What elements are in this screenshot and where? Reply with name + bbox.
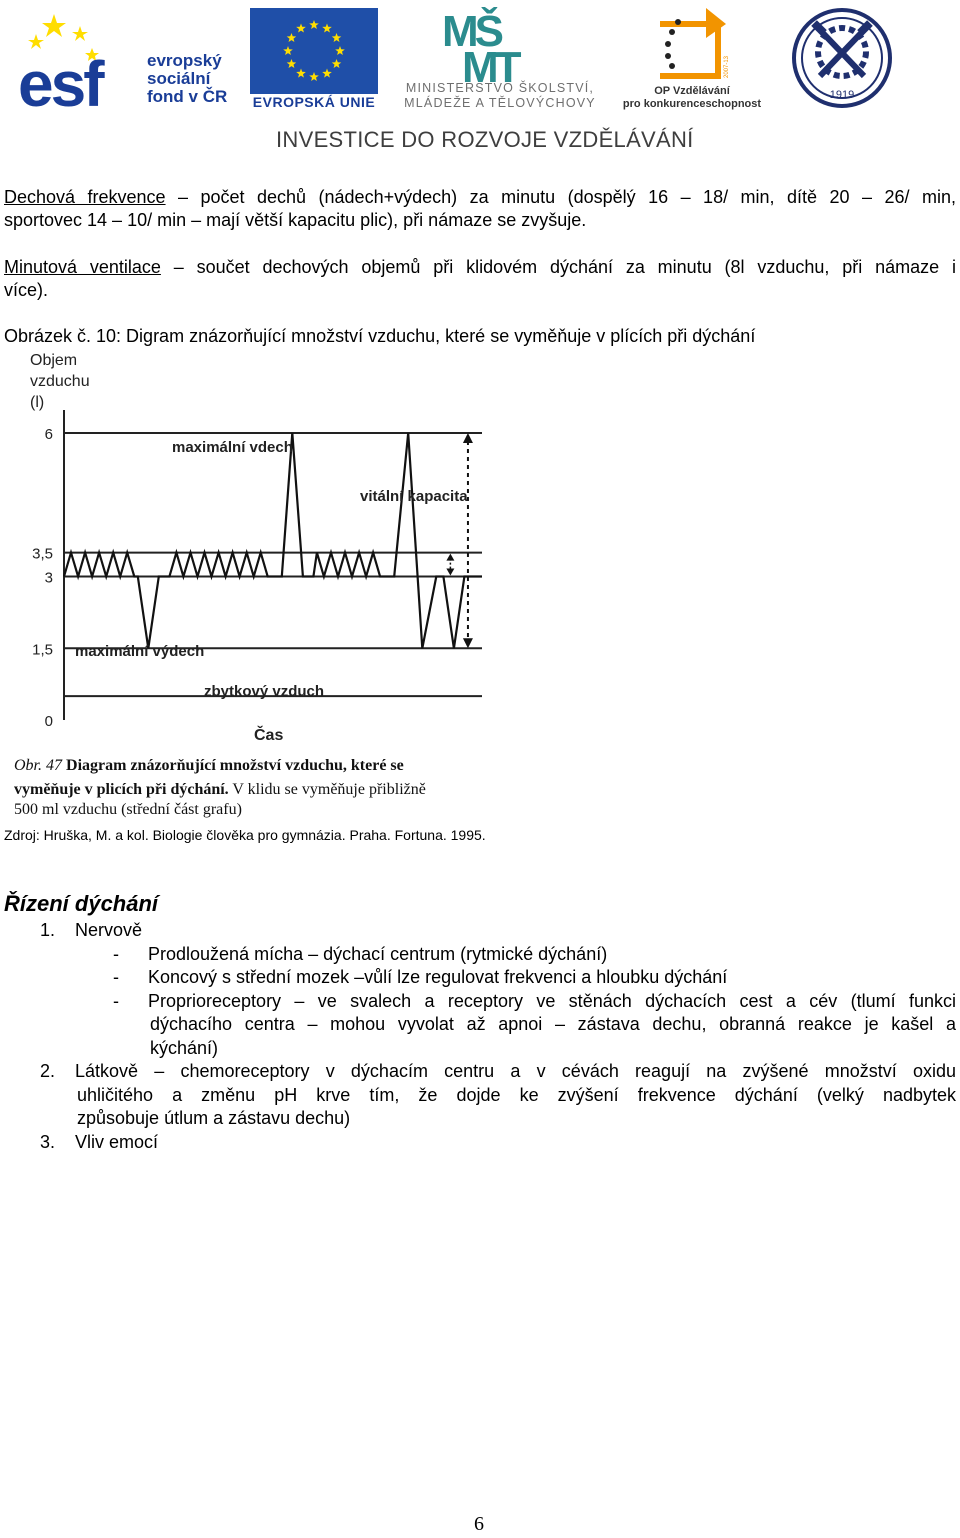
y-tick-label: 6	[44, 426, 53, 443]
arrow-head-icon	[463, 433, 473, 443]
label-max-inhale: maximální vdech	[172, 439, 293, 456]
esf-logo-text: evropský sociální fond v ČR	[147, 51, 228, 106]
arrow-head-icon	[463, 638, 473, 648]
op-caption: OP Vzdělávání pro konkurenceschopnost	[622, 85, 762, 110]
paragraph-minute-ventilation: Minutová ventilace – součet dechových objemů při klidovém dýchání za minutu (8l vzduchu, při námaze i více).	[4, 257, 956, 300]
sub-item-1: - Prodloužená mícha – dýchací centrum (rytmické dýchání)	[113, 943, 608, 964]
y-tick-label: 3	[44, 569, 53, 587]
y-tick-label: 3,5	[32, 545, 53, 563]
header-logos	[0, 0, 960, 160]
svg-text:2007-13: 2007-13	[724, 55, 730, 78]
sub-item-2: - Koncový s střední mozek –vůlí lze regulovat frekvenci a hloubku dýchání	[113, 967, 728, 987]
list-item-2: 2. Látkově – chemoreceptory v dýchacím centru a v cévách reagují na zvýšené množství oxidu	[40, 1061, 956, 1081]
label-vital-capacity: vitální kapacita	[360, 488, 468, 505]
eu-flag-icon	[250, 8, 378, 94]
x-axis-label: Čas	[254, 727, 284, 744]
svg-text:MT: MT	[462, 43, 518, 82]
msmt-logo-icon	[420, 2, 600, 82]
investice-slogan: INVESTICE DO ROZVOJE VZDĚLÁVÁNÍ	[276, 127, 694, 152]
term-minute-ventilation: Minutová ventilace	[4, 257, 161, 277]
y-axis-label: vzduchu	[30, 373, 90, 390]
op-logo-icon	[648, 4, 738, 90]
y-tick-label: 1,5	[32, 641, 53, 659]
svg-text:MŠ: MŠ	[442, 7, 500, 56]
y-axis-label: Objem	[30, 352, 78, 369]
y-axis-label: (l)	[30, 394, 45, 411]
chart-caption-line: vyměňuje v plicích při dýchání. V klidu se vyměňuje přibližně	[14, 781, 426, 798]
source-citation: Zdroj: Hruška, M. a kol. Biologie člověka pro gymnázia. Praha. Fortuna. 1995.	[4, 827, 486, 843]
msmt-caption: MINISTERSTVO ŠKOLSTVÍ, MLÁDEŽE A TĚLOVÝCHOVY	[404, 81, 596, 110]
chart-caption-line: Obr. 47 Diagram znázorňující množství vzduchu, které se	[14, 757, 404, 774]
breathing-volume-chart	[0, 348, 490, 826]
chart-svg	[0, 348, 490, 826]
volume-series-line	[64, 433, 482, 648]
sub-item-3: - Proprioreceptory – ve svalech a receptory ve stěnách dýchacích cest a cév (tlumí funkci	[113, 990, 956, 1011]
paragraph-breathing-rate: Dechová frekvence – počet dechů (nádech+výdech) za minutu (dospělý 16 – 18/ min, dítě 20 – 26/ min, sportovec 14 – 10/ min – mají větší kapacitu plic), při námaze se zvyšuje.	[4, 187, 956, 230]
school-seal-icon	[790, 6, 894, 110]
list-item-1: 1. Nervově	[40, 920, 143, 940]
arrow-head-icon	[446, 554, 454, 561]
chart-caption-line: 500 ml vzduchu (střední část grafu)	[14, 801, 242, 818]
label-residual-air: zbytkový vzduch	[204, 683, 325, 700]
control-list: 1. Nervově - Prodloužená mícha – dýchací centrum (rytmické dýchání) - Koncový s střední mozek –vůlí lze regulovat frekvenci a hloubku dýchání - Proprioreceptory – ve svalech a receptory ve stěnách dýchacích cest a cév (tlumí funkci dýchacího centra – mohou vyvolat až apnoi – zástava dechu, obranná reakce je kašel a kýchání) 2. Látkově – chemoreceptory v dýchacím centru a v cévách reagují na zvýšené množství oxidu uhličitého a změnu pH krve tím, že dojde ke zvýšení frekvence dýchání (velký nadbytek způsobuje útlum a zástavu dechu) 3. Vliv emocí	[0, 919, 960, 1154]
figure-caption: Obrázek č. 10: Digram znázorňující množství vzduchu, které se vyměňuje v plících při dýchání	[4, 326, 756, 346]
list-item-3: 3. Vliv emocí	[40, 1131, 159, 1152]
esf-logo-letters: esf	[18, 48, 102, 116]
term-breathing-rate: Dechová frekvence	[4, 187, 166, 207]
label-max-exhale: maximální výdech	[75, 643, 205, 660]
page-number: 6	[474, 1513, 484, 1535]
svg-text:1919: 1919	[829, 89, 855, 101]
arrow-head-icon	[446, 569, 454, 576]
eu-caption: EVROPSKÁ UNIE	[252, 94, 376, 110]
y-tick-label: 0	[44, 713, 53, 730]
section-title: Řízení dýchání	[4, 891, 159, 916]
